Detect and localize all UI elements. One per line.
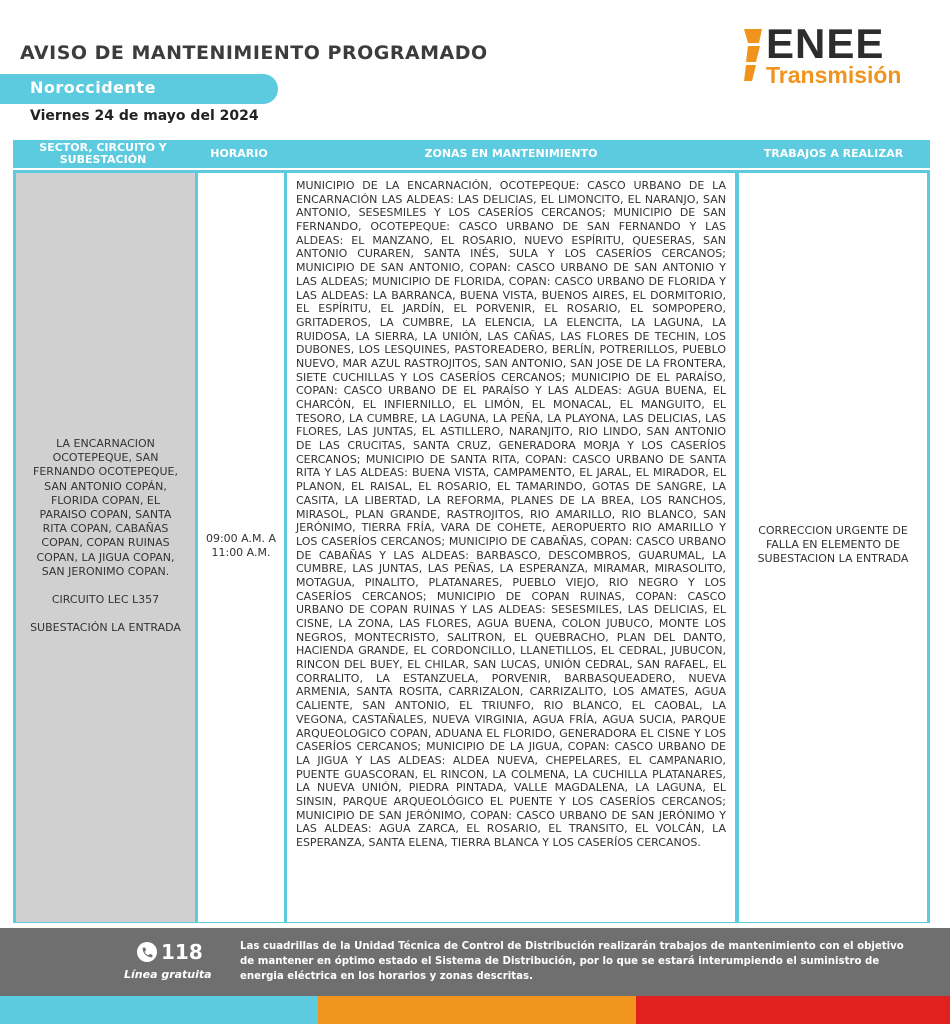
table-row <box>13 170 930 923</box>
sector-text: LA ENCARNACION OCOTEPEQUE, SAN FERNANDO OCOTEPEQUE, SAN ANTONIO COPÁN, FLORIDA COPAN, EL PARAISO COPAN, SANTA RITA COPAN, CABAÑAS COPAN, COPAN RUINAS COPAN, LA JIGUA COPAN, SAN JERONIMO COPAN. <box>33 437 178 578</box>
phone-contact[interactable] <box>137 940 203 964</box>
sector-cell <box>16 173 195 922</box>
table-header <box>13 140 930 168</box>
enee-logo <box>742 20 932 94</box>
region-banner <box>0 74 278 104</box>
enee-logo-mark-icon <box>742 29 764 81</box>
logo-subtitle: Transmisión <box>766 62 902 88</box>
work-text: CORRECCION URGENTE DE FALLA EN ELEMENTO DE SUBESTACION LA ENTRADA <box>757 524 909 565</box>
logo-name: ENEE <box>766 20 885 67</box>
color-stripe-orange <box>318 996 636 1024</box>
color-stripe-red <box>636 996 950 1024</box>
region-label: Noroccidente <box>30 78 156 97</box>
zones-cell <box>287 173 735 922</box>
phone-number: 118 <box>161 940 203 964</box>
phone-caption: Línea gratuita <box>124 968 212 981</box>
column-header-zones: ZONAS EN MANTENIMIENTO <box>424 147 598 160</box>
notice-date: Viernes 24 de mayo del 2024 <box>30 108 259 124</box>
footer <box>0 928 950 996</box>
zones-text: MUNICIPIO DE LA ENCARNACIÓN, OCOTEPEQUE: CASCO URBANO DE LA ENCARNACIÓN LAS ALDEAS: LAS DELICIAS, EL LIMONCITO, EL NARANJO, SAN ANTONIO, SESESMILES Y LOS CASERÍOS CERCANOS; MUNICIPIO DE SAN FERNANDO, OCOTEPEQUE: CASCO URBANO DE SAN FERNANDO Y LAS ALDEAS: EL MANZANO, EL ROSARIO, NUEVO ESPÍRITU, QUESERAS, SAN ANTONIO CURAREN, SANTA INÉS, SULA Y LOS CASERÍOS CERCANOS; MUNICIPIO DE SAN ANTONIO, COPAN: CASCO URBANO DE SAN ANTONIO Y LAS ALDEAS; MUNICIPIO DE FLORIDA, COPAN: CASCO URBANO DE FLORIDA Y LAS ALDEAS: LA BARRANCA, BUENA VISTA, BUENOS AIRES, EL DORMITORIO, EL ESPÍRITU, EL JARDÍN, EL PORVENIR, EL ROSARIO, EL SOMPOPERO, GRITADEROS, LA CUMBRE, LA ELENCIA, LA ELENCITA, LA LAGUNA, LA RUIDOSA, LA SIERRA, LA UNIÓN, LAS CAÑAS, LAS FLORES DE TECHIN, LOS DUBONES, LOS LESQUINES, PASTOREADERO, BERLÍN, POTRERILLOS, PUEBLO NUEVO, MAR AZUL RASTROJITOS, SAN ANTONIO, SAN JOSE DE LA FRONTERA, SIETE CUCHILLAS Y LOS CASERÍOS CERCANOS; MUNICIPIO DE EL PARAÍSO, COPAN: CASCO URBANO DE EL PARAÍSO Y LAS ALDEAS: AGUA BUENA, EL CHARCÓN, EL INFIERNILLO, EL LIMÓN, EL MONACAL, EL MANGUITO, EL TESORO, LA CUMBRE, LA LAGUNA, LA PEÑA, LA PLAYONA, LAS DELICIAS, LAS FLORES, LAS JUNTAS, EL ASTILLERO, NARANJITO, RIO LINDO, SAN ANTONIO DE LAS CRUCITAS, SANTA CRUZ, GENERADORA MORJA Y LOS CASERÍOS CERCANOS; MUNICIPIO DE SANTA RITA, COPAN: CASCO URBANO DE SANTA RITA Y LAS ALDEAS: BUENA VISTA, CAMPAMENTO, EL JARAL, EL MIRADOR, EL PLANON, EL RAISAL, EL ROSARIO, EL TAMARINDO, GOTAS DE SANGRE, LA CASITA, LA LIBERTAD, LA REFORMA, PLANES DE LA BREA, LOS RANCHOS, MIRASOL, PLAN GRANDE, RASTROJITOS, RIO AMARILLO, RIO BLANCO, SAN JERÓNIMO, TIERRA FRÍA, VARA DE COHETE, AEROPUERTO RIO AMARILLO Y LOS CASERÍOS CERCANOS; MUNICIPIO DE CABAÑAS, COPAN: CASCO URBANO DE CABAÑAS Y LAS ALDEAS: BARBASCO, DESCOMBROS, GUARUMAL, LA CUMBRE, LAS JUNTAS, LAS PEÑAS, LA ESPERANZA, MIRAMAR, MIRASOLITO, MOTAGUA, PINALITO, PLATANARES, PUEBLO VIEJO, RIO NEGRO Y LOS CASERÍOS CERCANOS; MUNICIPIO DE COPAN RUINAS, COPAN: CASCO URBANO DE COPAN RUINAS Y LAS ALDEAS: SESESMILES, LAS DELICIAS, EL CISNE, LA ZONA, LAS FLORES, AGUA BUENA, COLON JUBUCO, MONTE LOS NEGROS, MONTECRISTO, SALITRON, EL QUEBRACHO, PLAN DEL DANTO, HACIENDA GRANDE, EL CORDONCILLO, LLANETILLOS, EL CEDRAL, JUBUCON, RINCON DEL BUEY, EL CHILAR, SAN LUCAS, UNIÓN CEDRAL, SAN RAFAEL, EL CORRALITO, LA ESTANZUELA, PORVENIR, BARBASQUEADERO, NUEVA ARMENIA, SANTA ROSITA, CARRIZALON, CARRIZALITO, LOS AMATES, AGUA CALIENTE, SAN ANTONIO, EL TRIUNFO, RIO BLANCO, EL CAOBAL, LA VEGONA, CASTAÑALES, NUEVA VIRGINIA, AGUA FRÍA, AGUA SUCIA, PARQUE ARQUEOLOGICO COPAN, ADUANA EL FLORIDO, GENERADORA EL CISNE Y LOS CASERÍOS CERCANOS; MUNICIPIO DE LA JIGUA, COPAN: CASCO URBANO DE LA JIGUA Y LAS ALDEAS: ALDEA NUEVA, CHEPELARES, EL CAMPANARIO, PUENTE GUASCORAN, EL RINCON, LA COLMENA, LA CUCHILLA PLATANARES, LA NUEVA UNIÓN, PIEDRA PINTADA, VALLE MAGDALENA, LA LAGUNA, EL SINSIN, PARQUE ARQUEOLÓGICO EL PUENTE Y LOS CASERÍOS CERCANOS; MUNICIPIO DE SAN JERÓNIMO, COPAN: CASCO URBANO DE SAN JERÓNIMO Y LAS ALDEAS: AGUA ZARCA, EL ROSARIO, EL TRANSITO, EL VOLCÁN, LA ESPERANZA, SANTA ELENA, TIERRA BLANCA Y LOS CASERÍOS CERCANOS. <box>296 179 726 849</box>
circuit-text: CIRCUITO LEC L357 <box>51 593 160 607</box>
footer-notice: Las cuadrillas de la Unidad Técnica de Control de Distribución realizarán trabajos de mantenimiento con el objetivo de mantener en óptimo estado el Sistema de Distribución, por lo que se estará interumpiendo el suministro de energia eléctrica en los horarios y zonas descritas. <box>240 941 904 982</box>
column-header-schedule: HORARIO <box>210 147 268 160</box>
phone-icon <box>137 942 157 962</box>
page-title: AVISO DE MANTENIMIENTO PROGRAMADO <box>20 42 488 64</box>
schedule-text: 09:00 A.M. A 11:00 A.M. <box>205 532 277 559</box>
work-cell <box>739 173 927 922</box>
substation-text: SUBESTACIÓN LA ENTRADA <box>30 621 181 635</box>
color-stripe-blue <box>0 996 318 1024</box>
column-header-work: TRABAJOS A REALIZAR <box>763 147 904 160</box>
schedule-cell <box>198 173 284 922</box>
column-header-sector: SECTOR, CIRCUITO Y SUBESTACIÓN <box>39 141 167 166</box>
